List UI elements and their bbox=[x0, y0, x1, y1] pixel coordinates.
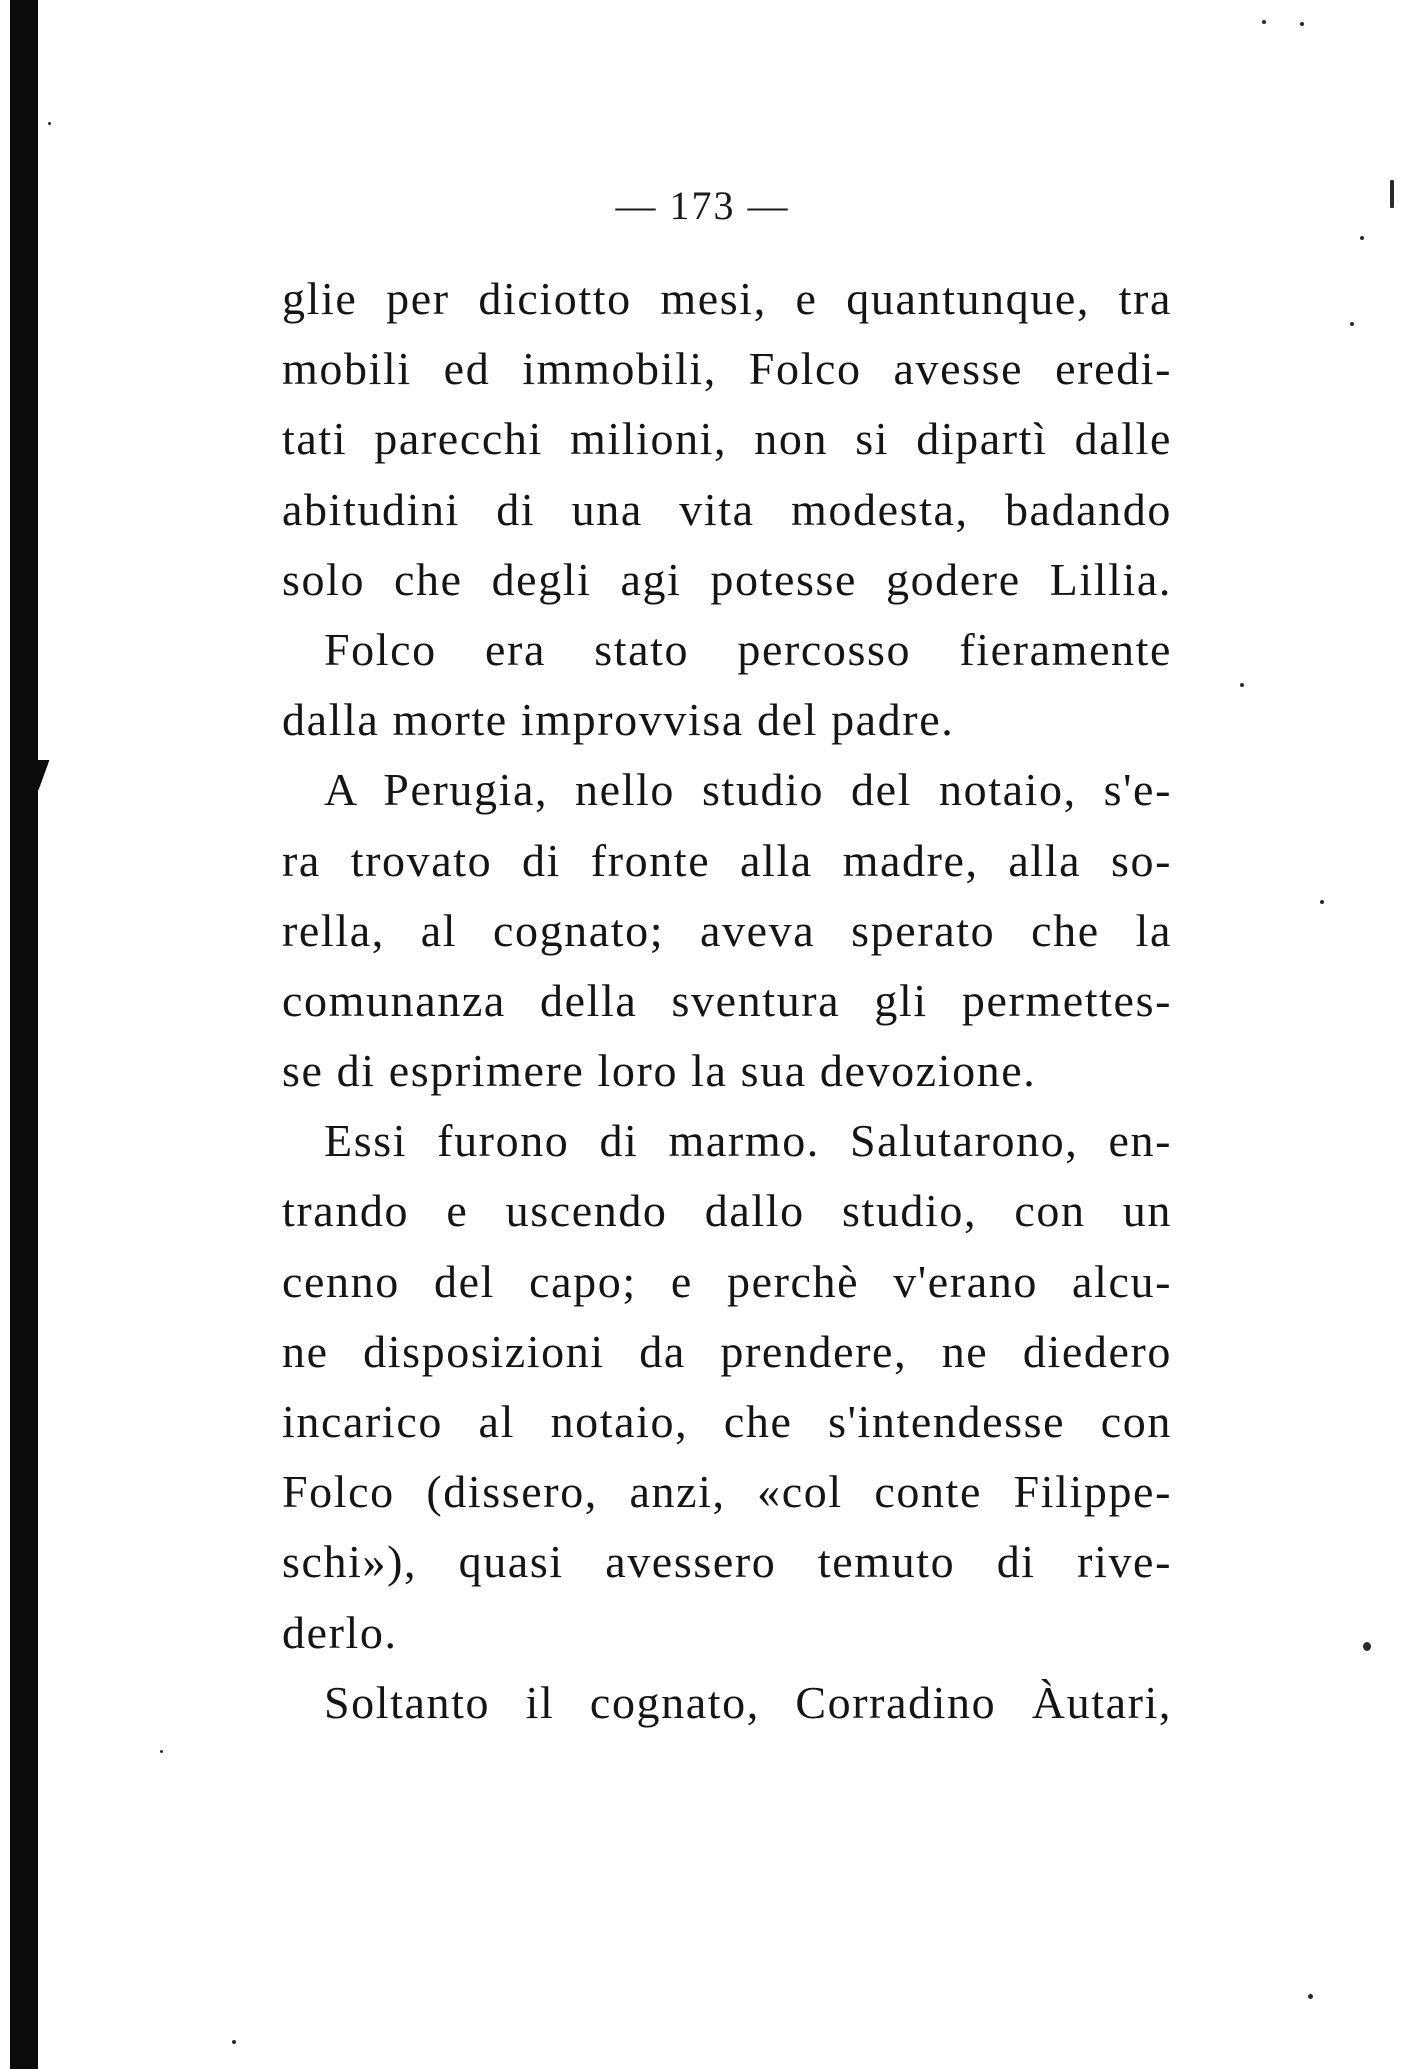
text-line: Folco era stato percosso fieramente bbox=[324, 623, 1172, 675]
text-line: Soltanto il cognato, Corradino Àutari, bbox=[324, 1676, 1172, 1728]
page-number: — 173 — bbox=[615, 183, 790, 228]
text-line: ra trovato di fronte alla madre, alla so- bbox=[282, 834, 1172, 886]
paper-speck bbox=[1300, 22, 1304, 26]
text-line: Folco (dissero, anzi, «col conte Filippe- bbox=[282, 1466, 1172, 1518]
text-line: abitudini di una vita modesta, badando bbox=[282, 483, 1172, 535]
text-line: tati parecchi milioni, non si dipartì dalle bbox=[282, 413, 1172, 465]
text-line: Essi furono di marmo. Salutarono, en- bbox=[324, 1115, 1172, 1167]
text-line: trando e uscendo dallo studio, con un bbox=[282, 1185, 1172, 1237]
text-line: cenno del capo; e perchè v'erano alcu- bbox=[282, 1255, 1172, 1307]
text-line: solo che degli agi potesse godere Lillia. bbox=[282, 553, 1172, 605]
paper-speck bbox=[1308, 1994, 1313, 1999]
paper-speck bbox=[1262, 20, 1266, 24]
paper-speck bbox=[160, 1750, 163, 1753]
text-line: rella, al cognato; aveva sperato che la bbox=[282, 904, 1172, 956]
paper-speck bbox=[1350, 322, 1354, 326]
paper-speck bbox=[1320, 900, 1324, 904]
text-line: mobili ed immobili, Folco avesse eredi- bbox=[282, 343, 1172, 395]
text-line: schi»), quasi avessero temuto di rive- bbox=[282, 1536, 1172, 1588]
text-line: A Perugia, nello studio del notaio, s'e- bbox=[324, 764, 1172, 816]
text-line: glie per diciotto mesi, e quantunque, tra bbox=[282, 273, 1172, 324]
paper-speck bbox=[232, 2040, 236, 2044]
text-line: derlo. bbox=[282, 1606, 398, 1658]
text-line: se di esprimere loro la sua devozione. bbox=[282, 1045, 1037, 1097]
paper-speck bbox=[1360, 236, 1364, 240]
paper-speck bbox=[1240, 683, 1244, 687]
text-line: ne disposizioni da prendere, ne diedero bbox=[282, 1325, 1172, 1377]
paper-speck bbox=[48, 122, 51, 125]
text-line: comunanza della sventura gli permettes- bbox=[282, 974, 1172, 1026]
body-text bbox=[282, 264, 1172, 1738]
binding-shadow bbox=[10, 0, 38, 2069]
paper-speck bbox=[1390, 180, 1394, 208]
text-line: incarico al notaio, che s'intendesse con bbox=[282, 1396, 1172, 1447]
paper-speck bbox=[1363, 1642, 1371, 1651]
text-line: dalla morte improvvisa del padre. bbox=[282, 694, 955, 746]
